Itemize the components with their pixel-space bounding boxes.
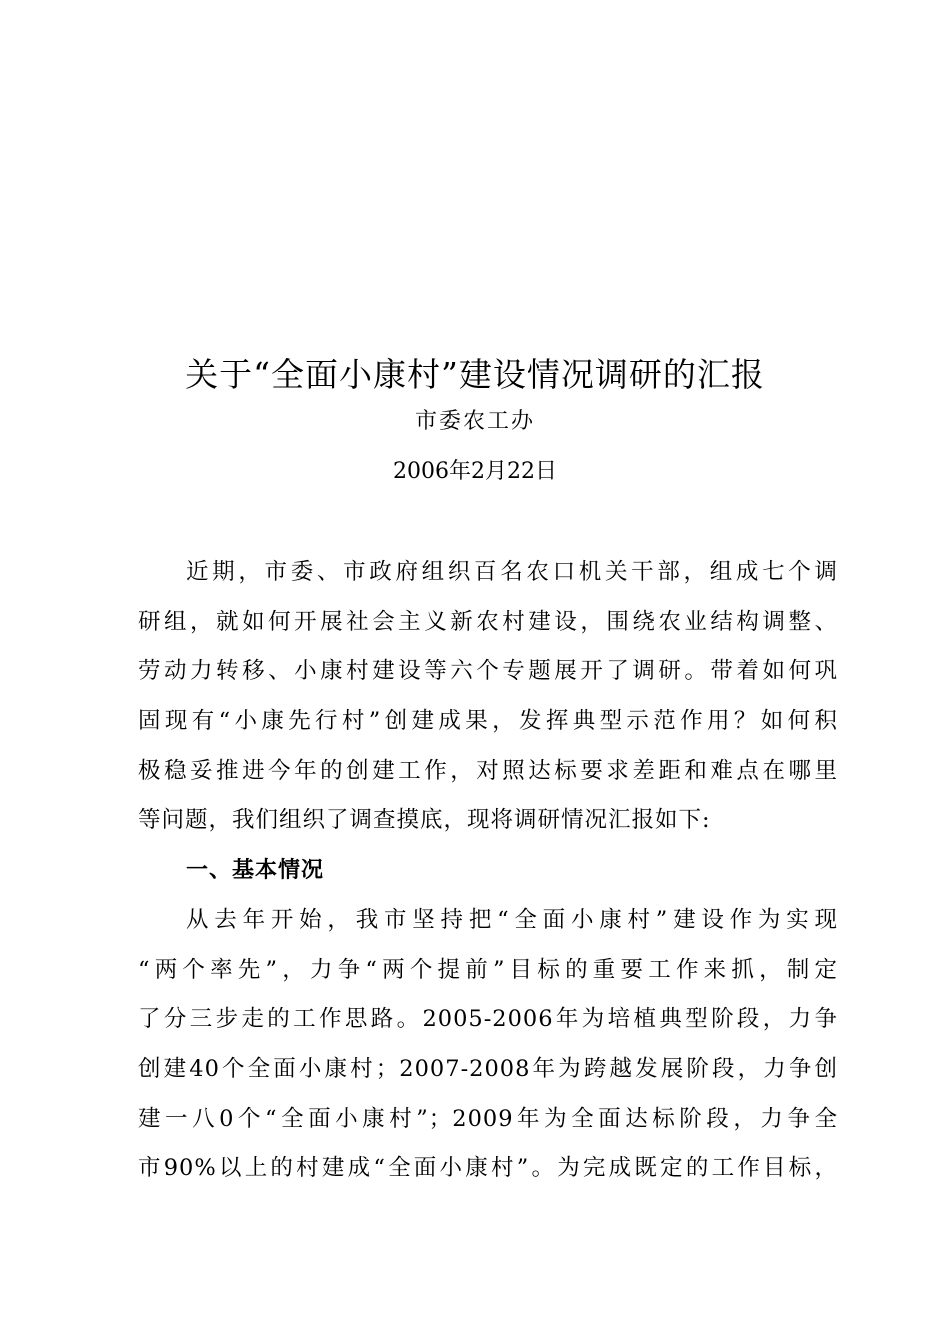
section-line: 建一八0个“全面小康村”；2009年为全面达标阶段，力争全 xyxy=(138,1105,838,1132)
document-organization: 市委农工办 xyxy=(414,409,535,434)
intro-line: 近期，市委、市政府组织百名农口机关干部，组成七个调 xyxy=(186,559,838,585)
intro-line: 劳动力转移、小康村建设等六个专题展开了调研。带着如何巩 xyxy=(138,658,838,685)
document-title: 关于“全面小康村”建设情况调研的汇报 xyxy=(185,355,765,394)
intro-line: 研组，就如何开展社会主义新农村建设，围绕农业结构调整、 xyxy=(138,608,838,635)
document-body xyxy=(138,548,838,1194)
intro-line: 极稳妥推进今年的创建工作，对照达标要求差距和难点在哪里 xyxy=(138,757,838,784)
section-line: “两个率先”，力争“两个提前”目标的重要工作来抓，制定 xyxy=(138,956,838,983)
section-heading: 一、基本情况 xyxy=(186,858,325,884)
section-line: 了分三步走的工作思路。2005-2006年为培植典型阶段，力争 xyxy=(138,1006,839,1033)
intro-line: 固现有“小康先行村”创建成果，发挥典型示范作用？如何积 xyxy=(138,708,838,735)
intro-line: 等问题，我们组织了调查摸底，现将调研情况汇报如下: xyxy=(138,807,711,834)
section-line: 从去年开始，我市坚持把“全面小康村”建设作为实现 xyxy=(186,906,838,933)
section-line: 市90%以上的村建成“全面小康村”。为完成既定的工作目标， xyxy=(138,1155,838,1182)
section-line: 创建40个全面小康村；2007-2008年为跨越发展阶段，力争创 xyxy=(138,1055,838,1082)
document-date: 2006年2月22日 xyxy=(393,459,557,484)
